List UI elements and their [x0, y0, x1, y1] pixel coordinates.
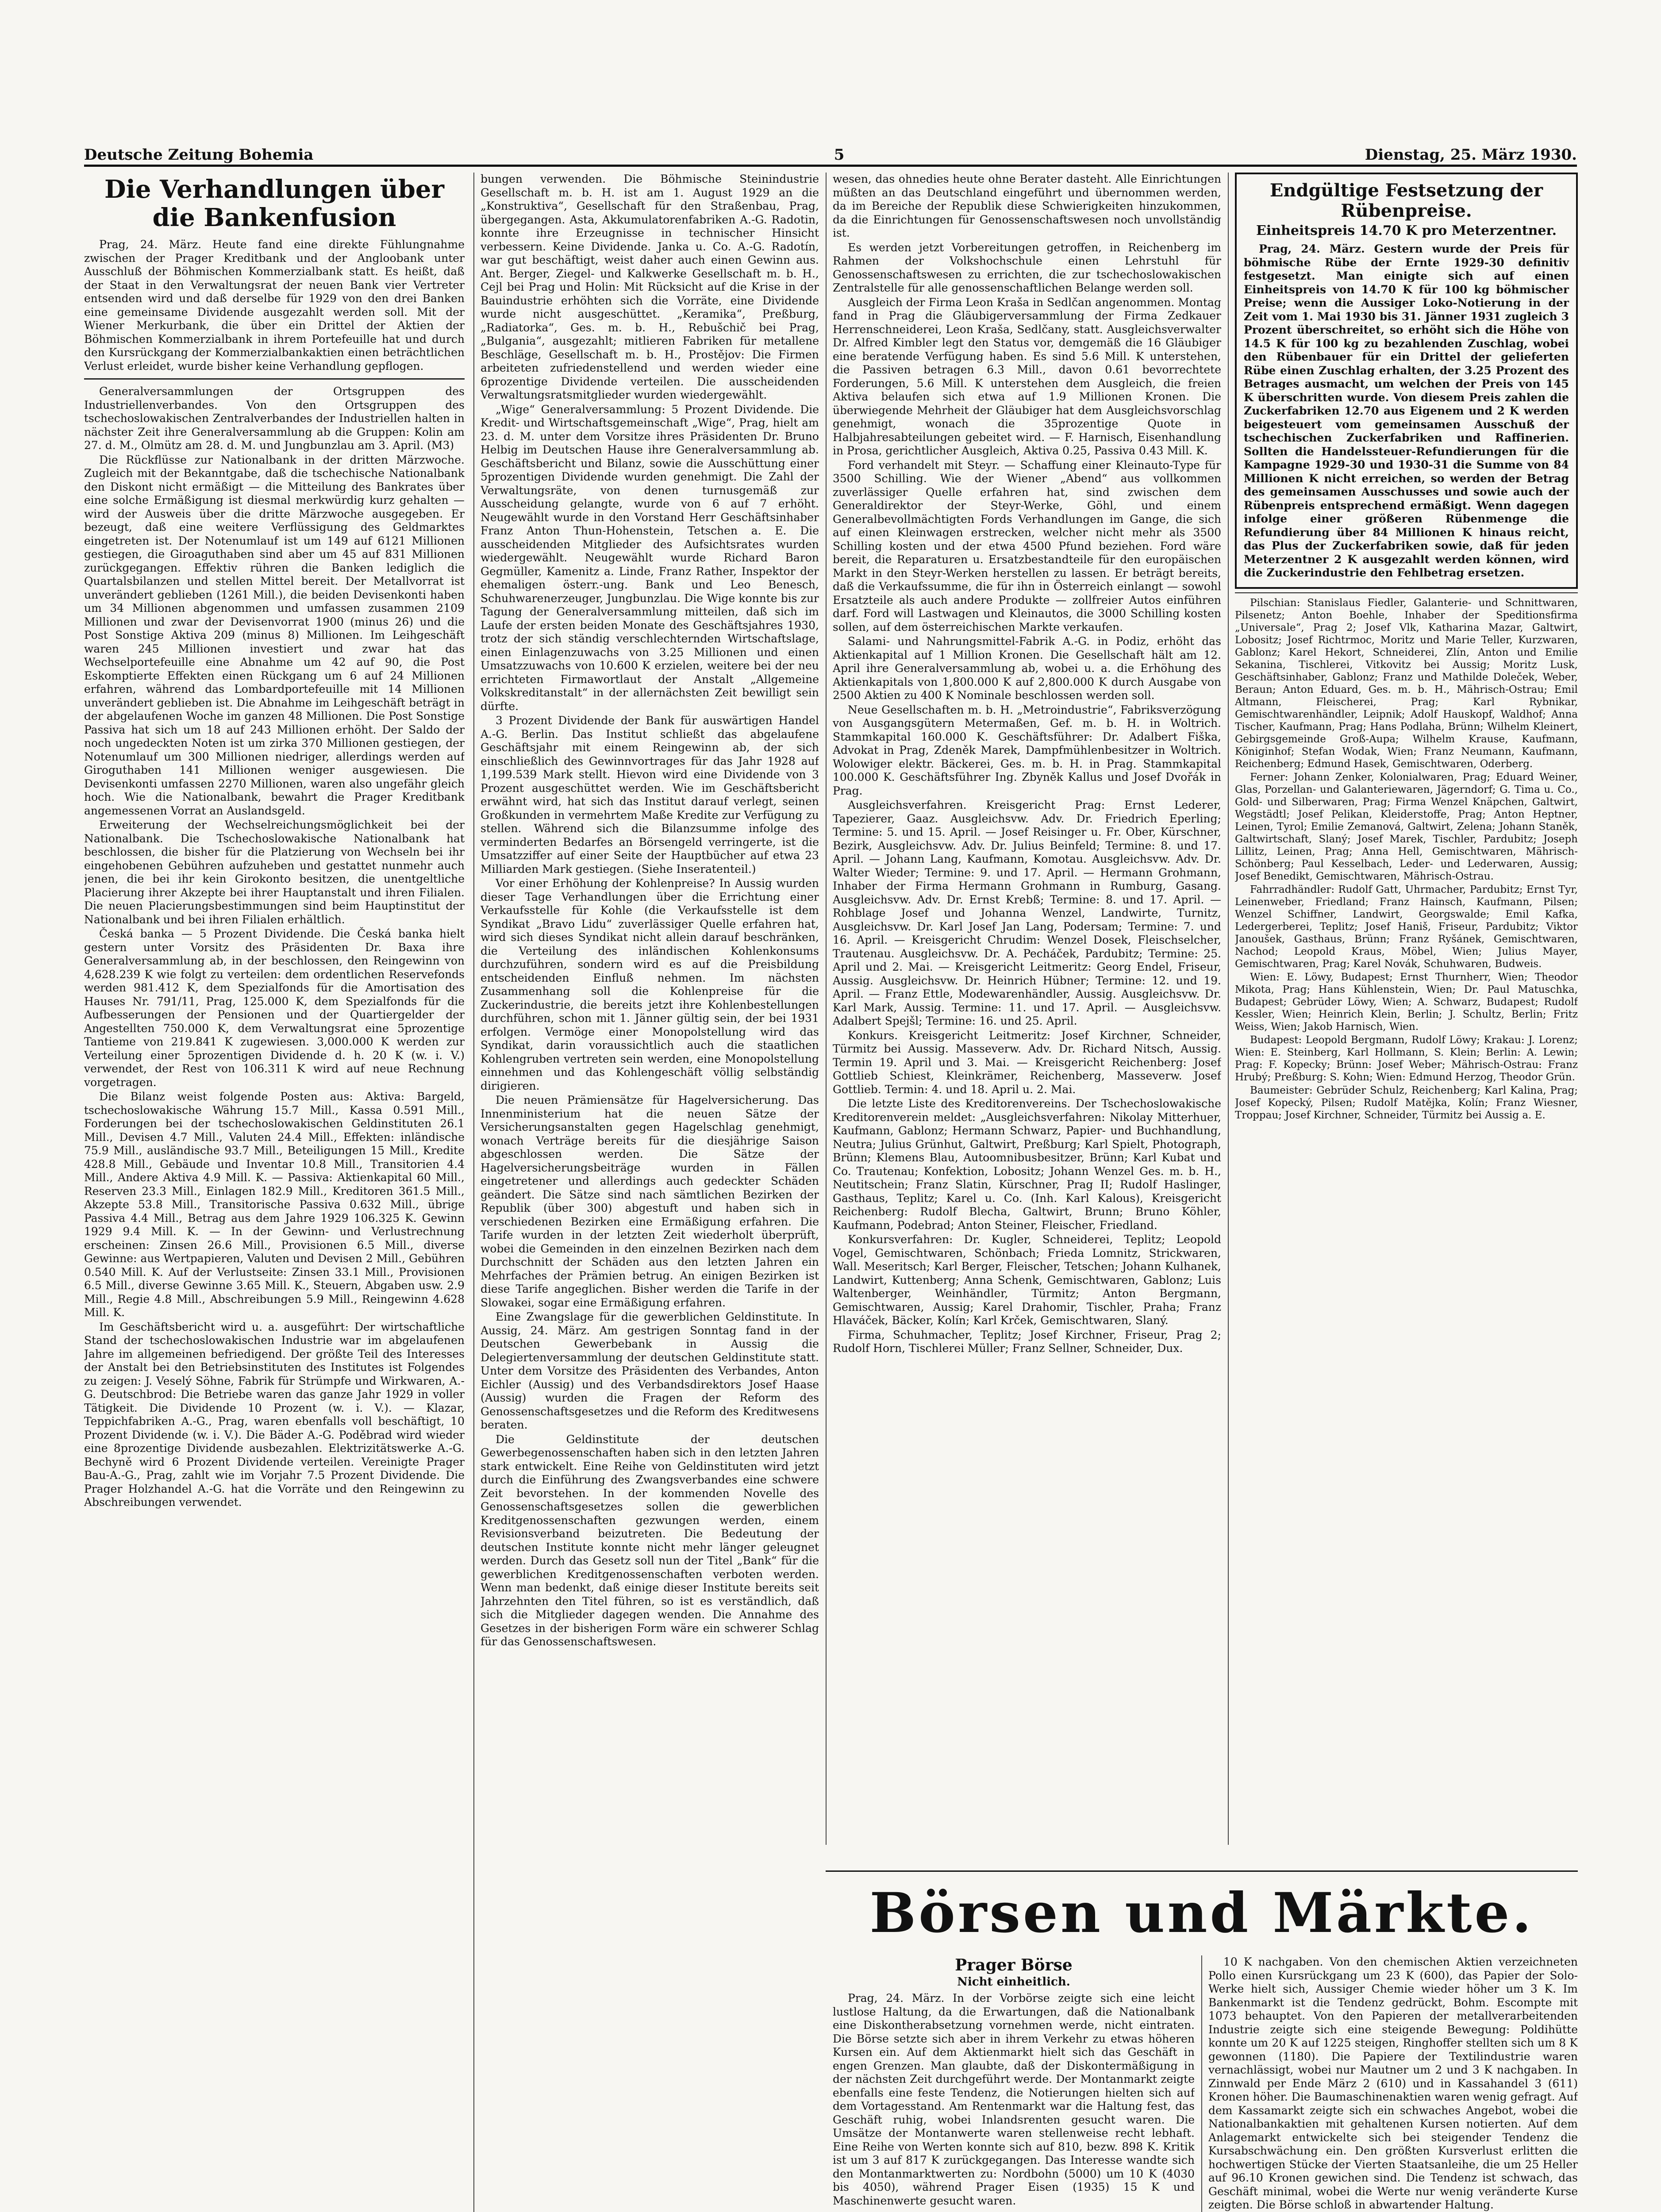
ruebenpreise-box — [1235, 173, 1578, 589]
news-item: Salami- und Nahrungsmittel-Fabrik A.-G. in Podiz, erhöht das Aktienkapital auf 1 Million Kronen. Die Gesellschaft hält am 12. April ihre Generalversammlung ab, wobei u. a. die Erhöhung des Aktienkapitals von 1,800.000 K auf 2,800.000 K durch Ausgabe von 2500 Aktien zu 400 K Nominale beschlossen werden soll. — [833, 635, 1221, 702]
boerse-left-column — [833, 1955, 1195, 2212]
box-text: Prag, 24. März. Gestern wurde der Preis für böhmische Rübe der Ernte 1929-30 definitiv festgesetzt. Man einigte sich auf einen Einheitspreis von 14.70 K für 100 kg böhmischer Preise; wenn die Aussiger Loko-Notierung in der Zeit vom 1. Mai 1930 bis 31. Jänner 1931 zugleich 3 Prozent überschreitet, so erhöht sich die Höhe von 14.5 K für 100 kg zu bezahlenden Zuschlag, wobei den Rübenbauer für ein Drittel der gelieferten Rübe einen Zuschlag erhalten, der 3.25 Prozent des Betrages ausmacht, um welchen der Preis von 145 K überschritten wurde. Von diesem Preis zahlen die Zuckerfabriken 12.70 aus Eigenem und 2 K werden beigesteuert vom gemeinsamen Ausschuß der tschechischen Zuckerfabriken und Raffinerien. Sollten die Handelssteuer-Refundierungen für die Kampagne 1929-30 und 1930-31 die Summe von 84 Millionen K nicht erreichen, so werden der Betrag des gemeinsamen Ausschusses und sowie auch der Rübenpreis entsprechend ermäßigt. Wenn dagegen infolge einer größeren Rübenmenge die Refundierung über 84 Millionen K hinaus reicht, das Plus der Zuckerfabriken sowie, daß für jeden Meterzentner 2 K ausgezahlt werden können, wird die Zuckerindustrie den Fehlbetrag ersetzen. — [1244, 242, 1569, 579]
divider — [1235, 592, 1578, 593]
news-item: Firma, Schuhmacher, Teplitz; Josef Kirchner, Friseur, Prag 2; Rudolf Horn, Tischlerei Müller; Franz Sellner, Schneider, Dux. — [833, 1328, 1221, 1355]
news-item: Wien: E. Löwy, Budapest; Ernst Thurnherr, Wien; Theodor Mikota, Prag; Hans Kühlenstein, Wien; Dr. Paul Matuschka, Budapest; Gebrüder Löwy, Wien; A. Schwarz, Budapest; Rudolf Kessler, Wien; Heinrich Klein, Berlin; J. Schultz, Berlin; Fritz Weiss, Wien; Jakob Harnisch, Wien. — [1235, 971, 1578, 1033]
news-item: wesen, das ohnedies heute ohne Berater dasteht. Alle Einrichtungen müßten an das Deutschland eingeführt und übernommen werden, da im Bereiche der Republik diese Schwierigkeiten hinzukommen, da die Einrichtungen für Genossenschaftswesen noch unvollständig ist. — [833, 173, 1221, 239]
boerse-report: Prag, 24. März. In der Vorbörse zeigte sich eine leicht lustlose Haltung, da die Erwartungen, daß die Nationalbank eine Diskontherabsetzung vornehmen werde, nicht eintraten. Die Börse setzte sich aber in ihrem Verkehr zu etwas höheren Kursen ein. Auf dem Aktienmarkt hielt sich das Geschäft in engen Grenzen. Man glaubte, daß der Diskontermäßigung in der nächsten Zeit durchgeführt werde. Der Montanmarkt zeigte ebenfalls eine feste Tendenz, die Notierungen hielten sich auf dem Vortagesstand. Am Rentenmarkt war die Haltung fest, das Geschäft ruhig, wobei Inlandsrenten gesucht waren. Die Umsätze der Montanwerte waren stellenweise recht lebhaft. Eine Reihe von Werten konnte sich auf 810, bezw. 898 K. Kritik ist um 3 auf 817 K zurückgegangen. Das Interesse wandte sich den Montanmarktwerten zu: Nordbohn (5000) um 10 K (4030 bis 4050), während Prager Eisen (1935) 15 K und Maschinenwerte gesucht waren. — [833, 1992, 1195, 2207]
box-headline: Endgültige Festsetzung der Rübenpreise. — [1269, 180, 1543, 221]
column-2 — [481, 173, 819, 2212]
section-banner-boersen: Börsen und Märkte. — [869, 1881, 1534, 1945]
boerse-right-column — [1208, 1955, 1578, 2212]
news-item: 3 Prozent Dividende der Bank für auswärtigen Handel A.-G. Berlin. Das Institut schließt das abgelaufene Geschäftsjahr mit einem Reingewinn ab, der sich einschließlich des Gewinnvortrages für das Jahr 1928 auf 1,199.539 Mark stellt. Hievon wird eine Dividende von 3 Prozent ausgeschüttet werden. Wie im Geschäftsbericht erwähnt wird, hat sich das Institut darauf verlegt, seinen Großkunden in vermehrtem Maße Kredite zur Verfügung zu stellen. Während sich die Bilanzsumme infolge des verminderten Bedarfes an Börsengeld verringerte, ist die Umsatzziffer auf einer Seite der Hauptbücher auf etwa 23 Milliarden Mark gestiegen. (Siehe Inseratenteil.) — [481, 714, 819, 876]
news-item: Baumeister: Gebrüder Schulz, Reichenberg; Karl Kalina, Prag; Josef Kopecký, Pilsen; Rudolf Matějka, Kolín; Franz Wiesner, Troppau; Josef Kirchner, Schneider, Türmitz bei Aussig a. E. — [1235, 1084, 1578, 1121]
news-item: Erweiterung der Wechselreichungsmöglichkeit bei der Nationalbank. Die Tschechoslowakische Nationalbank hat beschlossen, die bisher für die Platzierung von Wechseln bei ihr eingehobenen Gebühren aufzuheben und gestattet nunmehr auch jenen, die bei ihr kein Girokonto besitzen, die unentgeltliche Placierung ihrer Akzepte bei ihrer Hauptanstalt und ihren Filialen. Die neuen Placierungsbestimmungen sind beim Hauptinstitut der Nationalbank und bei ihren Filialen erhältlich. — [84, 818, 465, 926]
column-rule-1 — [473, 173, 474, 2212]
page-number: 5 — [834, 146, 845, 164]
news-item: Vor einer Erhöhung der Kohlenpreise? In Aussig wurden dieser Tage Verhandlungen über die Errichtung einer Verkaufsstelle für Kohle (die Verkaufsstelle ist dem Syndikat „Bravo Lidu“ zuverlässiger Quelle erfahren hat, wird sich dieses Syndikat nicht allein darauf beschränken, die Verteilung des inländischen Kohlenkonsums durchzuführen, sondern wird es auf die Preisbildung entscheidenden Einfluß nehmen. Im nächsten Zusammenhang soll die Kohlenpreise für die Zuckerindustrie, die bereits jetzt ihre Kohlenbestellungen durchführen, schon mit 1. Jänner gültig sein, der bei 1931 erfolgen. Vermöge einer Monopolstellung wird das Syndikat, darin voraussichtlich auch die staatlichen Kohlengruben vertreten sein werden, eine Monopolstellung einnehmen und das Kohlengeschäft völlig selbständig dirigieren. — [481, 877, 819, 1092]
boerse-subtitle: Nicht einheitlich. — [957, 1975, 1070, 1989]
news-item: Im Geschäftsbericht wird u. a. ausgeführt: Der wirtschaftliche Stand der tschechoslowakischen Industrie war im abgelaufenen Jahre im allgemeinen befriedigend. Der größte Teil des Interesses der Anstalt bei den Betriebsinstituten des Institutes ist Folgendes zu zeigen: J. Veselý Söhne, Fabrik für Strümpfe und Wirkwaren, A.-G. Deutschbrod: Die Betriebe waren das ganze Jahr 1929 in voller Tätigkeit. Die Dividende 10 Prozent (w. i. V.). — Klazar, Teppichfabriken A.-G., Prag, waren ebenfalls voll beschäftigt, 10 Prozent Dividende (w. i. V.). Die Bäder A.-G. Poděbrad wird wieder eine 8prozentige Dividende ausbezahlen. Elektrizitätswerke A.-G. Bechyně wird 6 Prozent Dividende verteilen. Vereinigte Prager Bau-A.-G., Prag, zahlt wie im Vorjahr 7.5 Prozent Dividende. Die Prager Holzhandel A.-G. hat die Vorräte und den Reingewinn zu Abschreibungen verwendet. — [84, 1320, 465, 1509]
column-rule-3 — [1228, 173, 1229, 1845]
column-rule-2 — [826, 173, 827, 1845]
news-item: Fahrradhändler: Rudolf Gatt, Uhrmacher, Pardubitz; Ernst Tyr, Leinenweber, Friedland; Franz Hainsch, Kaufmann, Pilsen; Wenzel Schiffner, Landwirt, Georgswalde; Emil Kafka, Ledergerberei, Teplitz; Josef Haniš, Friseur, Pardubitz; Viktor Janoušek, Gasthaus, Brünn; Franz Ryšánek, Gemischtwaren, Nachod; Leopold Kraus, Möbel, Wien; Julius Mayer, Gemischtwaren, Prag; Karel Novák, Schuhwaren, Budweis. — [1235, 883, 1578, 970]
news-item: Budapest: Leopold Bergmann, Rudolf Löwy; Krakau: J. Lorenz; Wien: E. Steinberg, Karl Hollmann, S. Klein; Berlin: A. Lewin; Prag: F. Kopecky; Brünn: Josef Weber; Mährisch-Ostrau: Franz Hrubý; Preßburg: S. Kohn; Wien: Edmund Herzog, Theodor Grün. — [1235, 1034, 1578, 1083]
news-item: Die neuen Prämiensätze für Hagelversicherung. Das Innenministerium hat die neuen Sätze der Versicherungsanstalten gegen Hagelschlag genehmigt, wonach Verträge bereits für die diesjährige Saison abgeschlossen werden. Die Sätze der Hagelversicherungsbeiträge wurden in Fällen eingetretener und allerdings auch gedeckter Schäden geändert. Die Sätze sind nach sämtlichen Bezirken der Republik (über 300) abgestuft und haben sich in verschiedenen Bezirken eine Ermäßigung erfahren. Die Tarife wurden in der letzten Zeit wiederholt überprüft, wobei die Gemeinden in den einzelnen Bezirken nach dem Durchschnitt der Schäden aus den letzten Jahren ein Mehrfaches der Prämien betrug. An einigen Bezirken ist diese Tarife angeglichen. Bisher werden die Tarife in der Slowakei, sogar eine Ermäßigung erfahren. — [481, 1094, 819, 1309]
news-item: Die Rückflüsse zur Nationalbank in der dritten Märzwoche. Zugleich mit der Bekanntgabe, daß die tschechische Nationalbank den Diskont nicht ermäßigt — die Mitteilung des Bankrates über eine solche Ermäßigung ist diesmal merkwürdig kurz gehalten — wird der Ausweis über die dritte Märzwoche ausgegeben. Er bezeugt, daß eine weitere Verflüssigung des Geldmarktes eingetreten ist. Der Notenumlauf ist um 149 auf 6121 Millionen gestiegen, die Giroaguthaben sind aber um 45 auf 831 Millionen zurückgegangen. Effektiv rühren die Banken lediglich die Quartalsbilanzen und stellen Mittel bereit. Der Metallvorrat ist unverändert geblieben (1261 Mill.), die beiden Devisenkonti haben um 34 Millionen abgenommen und umfassen zusammen 2109 Millionen und zwar der Devisenvorrat 1900 (minus 26) und die Post Sonstige Aktiva 209 (minus 8) Millionen. Im Leihgeschäft waren 245 Millionen investiert und zwar hat das Wechselportefeuille eine Abnahme um 42 auf 90, die Post Eskomptierte Effekten einen Rückgang um 6 auf 24 Millionen erfahren, während das Lombardportefeuille mit 14 Millionen unverändert geblieben ist. Die Abnahme im Leihgeschäft beträgt in der abgelaufenen Woche im ganzen 48 Millionen. Die Post Sonstige Passiva hat sich um 18 auf 243 Millionen erhöht. Der Saldo der noch ungedeckten Noten ist um zirka 370 Millionen gestiegen, der Notenumlauf um 300 Millionen niedriger, allerdings werden auf Giroguthaben 141 Millionen weniger ausgewiesen. Die Devisenkonti umfassen 2270 Millionen, waren also ungefähr gleich hoch. Wie die Nationalbank, bewahrt die Prager Kreditbank angemessenen Vorrat an Auslandsgeld. — [84, 453, 465, 817]
news-item: Eine Zwangslage für die gewerblichen Geldinstitute. In Aussig, 24. März. Am gestrigen Sonntag fand in der Deutschen Gewerbebank in Aussig die Delegiertenversammlung der deutschen Geldinstitute statt. Unter dem Vorsitze des Präsidenten des Verbandes, Anton Eichler (Aussig) und des Verbandsdirektors Josef Haase (Aussig) wurden die Fragen der Reform des Genossenschaftsgesetzes und die Reform des Kreditwesens beraten. — [481, 1310, 819, 1431]
news-item: Die Bilanz weist folgende Posten aus: Aktiva: Bargeld, tschechoslowakische Währung 15.7 Mill., Kassa 0.591 Mill., Forderungen bei der tschechoslowakischen Geldinstituten 26.1 Mill., Devisen 4.7 Mill., Valuten 24.4 Mill., Effekten: inländische 75.9 Mill., ausländische 93.7 Mill., Beteiligungen 15 Mill., Kredite 428.8 Mill., Gebäude und Inventar 10.8 Mill., Transitorien 4.4 Mill., Andere Aktiva 4.9 Mill. K. — Passiva: Aktienkapital 60 Mill., Reserven 23.3 Mill., Einlagen 182.9 Mill., Kreditoren 361.5 Mill., Akzepte 53.8 Mill., Transitorische Passiva 0.632 Mill., übrige Passiva 4.4 Mill., Betrag aus dem Jahre 1929 106.325 K. Gewinn 1929 9.4 Mill. K. — In der Gewinn- und Verlustrechnung erscheinen: Zinsen 26.6 Mill., Provisionen 6.5 Mill., diverse Gewinne: aus Wertpapieren, Valuten und Devisen 2 Mill., Gebühren 0.540 Mill. K. Auf der Verlustseite: Zinsen 33.1 Mill., Provisionen 6.5 Mill., diverse Gewinne 3.65 Mill. K., Steuern, Abgaben usw. 2.9 Mill., Regie 4.8 Mill., Abschreibungen 5.9 Mill., Reingewinn 4.628 Mill. K. — [84, 1090, 465, 1319]
news-item: Generalversammlungen der Ortsgruppen des Industriellenverbandes. Von den Ortsgruppen des tschechoslowakischen Zentralverbandes der Industriellen halten in nächster Zeit ihre Generalversammlung ab die Gruppen: Kolin am 27. d. M., Olmütz am 28. d. M. und Jungbunzlau am 3. April. (M3) — [84, 385, 465, 452]
news-item: Ferner: Johann Zenker, Kolonialwaren, Prag; Eduard Weiner, Glas, Porzellan- und Galanteriewaren, Jägerndorf; G. Tima u. Co., Gold- und Silberwaren, Prag; Firma Wenzel Knäpchen, Galtwirt, Wegstädtl; Josef Pelikan, Kleiderstoffe, Prag; Anton Heptner, Leinen, Tyrol; Emilie Zemanová, Galtwirt, Zelena; Johann Staněk, Galtwirtschaft, Slaný; Josef Marek, Tischler, Pardubitz; Joseph Lillitz, Leinen, Prag; Anna Hell, Gemischtwaren, Mährisch-Schönberg; Paul Kesselbach, Leder- und Lederwaren, Aussig; Josef Benedikt, Gemischtwaren, Mährisch-Ostrau. — [1235, 771, 1578, 882]
boerse-report-continued: 10 K nachgaben. Von den chemischen Aktien verzeichneten Pollo einen Kursrückgang um 23 K (600), das Papier der Solo-Werke hielt sich, Aussiger Chemie wieder höher um 3 K. Im Bankenmarkt ist die Tendenz gedrückt, Bohm. Escompte mit 1073 behauptet. Von den Papieren der metallverarbeitenden Industrie zeigte sich eine steigende Bewegung: Poldihütte konnte um 20 K auf 1225 steigen, Ringhoffer stellten sich um 8 K gewonnen (1180). Die Papiere der Textilindustrie waren vernachlässigt, wobei nur Mautner um 2 und 3 K nachgaben. In Zinnwald per Ende März 2 (610) und in Kassahandel 3 (611) Kronen höher. Die Baumaschinenaktien waren wenig gefragt. Auf dem Kassamarkt zeigte sich ein schwaches Angebot, wobei die Nationalbankaktien mit gehaltenen Kursen notierten. Auf dem Anlagemarkt entwickelte sich bei steigender Tendenz die Kursabschwächung ein. Den größten Kursverlust erlitten die hochwertigen Stücke der Vierten Staatsanleihe, die um 25 Heller auf 96.10 Kronen gewichen sind. Die Tendenz ist schwach, das Geschäft minimal, wobei die Werte nur wenig veränderte Kurse zeigten. Die Börse schloß in abwartender Haltung. — [1208, 1955, 1578, 2211]
article-lead: Prag, 24. März. Heute fand eine direkte Fühlungnahme zwischen der Prager Kreditbank und der Angloobank unter Ausschluß der Böhmischen Kommerzialbank statt. Es heißt, daß der Staat in den Verwaltungsrat der neuen Bank vier Vertreter entsenden wird und daß derselbe für 1929 von den drei Banken eine gemeinsame Dividende ausgezahlt werden soll. Mit der Wiener Merkurbank, die über ein Drittel der Aktien der Böhmischen Kommerzialbank in ihrem Portefeuille hat und durch den Kursrückgang der Kommerzialbankaktien einen beträchtlichen Verlust erleidet, wurde bisher keine Verhandlung gepflogen. — [84, 238, 465, 373]
news-item: Es werden jetzt Vorbereitungen getroffen, in Reichenberg im Rahmen der Volkshochschule einen Lehrstuhl für Genossenschaftswesen zu errichten, die zur tschechoslowakischen Zentralstelle für alle genossenschaftlichen Belange werden soll. — [833, 241, 1221, 294]
column-1 — [84, 173, 465, 2212]
news-item: Pilschian: Stanislaus Fiedler, Galanterie- und Schnittwaren, Pilsenetz; Anton Boehle, Inhaber der Speditionsfirma „Universale“, Prag 2; Josef Vlk, Katharina Mazar, Galtwirt, Lobositz; Josef Richtrmoc, Moritz und Marie Teller, Kurzwaren, Gablonz; Karel Hekort, Schneiderei, Zlín, Anton und Emilie Sekanina, Tischlerei, Vitkovitz bei Aussig; Moritz Lusk, Geschäftsinhaber, Gablonz; Franz und Mathilde Doleček, Weber, Beraun; Anton Eduard, Ges. m. b. H., Mährisch-Ostrau; Emil Altmann, Fleischerei, Prag; Karl Rybnikar, Gemischtwarenhändler, Leipnik; Adolf Hauskopf, Waldhof; Anna Tischer, Kaufmann, Prag; Hans Podlaha, Brünn; Wilhelm Kleinert, Gebirgsgemeinde Groß-Aupa; Wilhelm Krause, Kaufmann, Königinhof; Stefan Wodak, Wien; Franz Neumann, Kaufmann, Reichenberg; Edmund Hasek, Gemischtwaren, Oderberg. — [1235, 597, 1578, 770]
news-item: Die Geldinstitute der deutschen Gewerbegenossenschaften haben sich in den letzten Jahren stark entwickelt. Eine Reihe von Geldinstituten wird jetzt durch die Einführung des Zwangsverbandes eine schwere Zeit bevorstehen. In der kommenden Novelle des Genossenschaftsgesetzes sollen die gewerblichen Kreditgenossenschaften gezwungen werden, einem Revisionsverband beizutreten. Die Bedeutung der deutschen Institute konnte nicht mehr länger geleugnet werden. Durch das Gesetz soll nun der Titel „Bank“ für die gewerblichen Kreditgenossenschaften verboten werden. Wenn man bedenkt, daß einige dieser Institute bereits seit Jahrzehnten den Titel führen, so ist es verständlich, daß sich die Mitglieder dagegen wenden. Die Annahme des Gesetzes in der bisherigen Form wäre ein schwerer Schlag für das Genossenschaftswesen. — [481, 1432, 819, 1648]
issue-date: Dienstag, 25. März 1930. — [1365, 146, 1577, 164]
news-item: Konkursverfahren: Dr. Kugler, Schneiderei, Teplitz; Leopold Vogel, Gemischtwaren, Schönbach; Frieda Lomnitz, Strickwaren, Wall. Meseritsch; Karl Berger, Fleischer, Tetschen; Johann Kulhanek, Landwirt, Kuttenberg; Anna Schenk, Gemischtwaren, Gablonz; Luis Waltenberger, Weinhändler, Türmitz; Anton Bergmann, Gemischtwaren, Aussig; Karel Drahomir, Tischler, Praha; Franz Hlaváček, Bäcker, Kolín; Karl Krček, Gemischtwaren, Slaný. — [833, 1233, 1221, 1327]
column-3 — [833, 173, 1221, 1845]
masthead-title: Deutsche Zeitung Bohemia — [84, 146, 314, 164]
news-item: Die letzte Liste des Kreditorenvereins. Der Tschechoslowakische Kreditorenverein meldet: „Ausgleichsverfahren: Nikolay Mitterhuer, Kaufmann, Gablonz; Hermann Schwarz, Papier- und Buchhandlung, Neutra; Julius Grünhut, Galtwirt, Preßburg; Karl Spielt, Photograph, Brünn; Klemens Blau, Autoomnibusbesitzer, Brünn; Karl Kubat und Co. Trautenau; Konfektion, Lobositz; Johann Wenzel Ges. m. b. H., Neutitschein; Franz Slatin, Kürschner, Prag II; Rudolf Haslinger, Gasthaus, Teplitz; Karel u. Co. (Inh. Karl Kalous), Kreisgericht Reichenberg: Rudolf Blecha, Galtwirt, Brunn; Bruno Köhler, Kaufmann, Podebrad; Anton Steiner, Fleischer, Friedland. — [833, 1097, 1221, 1232]
news-item: Konkurs. Kreisgericht Leitmeritz: Josef Kirchner, Schneider, Türmitz bei Aussig. Masseverw. Adv. Dr. Richard Nitsch, Aussig. Termin 19. April und 3. Mai. — Kreisgericht Reichenberg: Josef Gottlieb Schiest, Kleinkrämer, Reichenberg, Masseverw. Josef Gottlieb. Termin: 4. und 18. April u. 2. Mai. — [833, 1029, 1221, 1096]
column-rule-borsen — [1201, 1955, 1202, 2212]
header-rule — [84, 165, 1577, 167]
news-item: Ausgleichsverfahren. Kreisgericht Prag: Ernst Lederer, Tapezierer, Gaaz. Ausgleichsvw. Adv. Dr. Friedrich Eperling; Termine: 5. und 15. April. — Josef Reisinger u. Fr. Ober, Kürschner, Bezirk, Ausgleichsvw. Adv. Dr. Julius Beinfeld; Termine: 8. und 17. April. — Johann Lang, Kaufmann, Komotau. Ausgleichsvw. Adv. Dr. Walter Wieder; Termine: 9. und 17. April. — Hermann Grohmann, Inhaber der Firma Hermann Grohmann in Rumburg, Gasang. Ausgleichsvw. Adv. Dr. Ernst Krebß; Termine: 8. und 17. April. — Rohblage Josef und Johanna Wenzel, Landwirte, Turnitz, Ausgleichsvw. Dr. Karl Josef Jan Lang, Podersam; Termine: 7. und 16. April. — Kreisgericht Chrudim: Wenzel Dosek, Fleischselcher, Trautenau. Ausgleichsvw. Dr. A. Pecháček, Pardubitz; Termine: 25. April und 2. Mai. — Kreisgericht Leitmeritz: Georg Endel, Friseur, Aussig. Ausgleichsvw. Dr. Heinrich Hübner; Termine: 12. und 19. April. — Franz Ettle, Modewarenhändler, Aussig. Ausgleichsvw. Dr. Karl Mark, Aussig. Termine: 11. und 17. April. — Ausgleichsvw. Adalbert Spejšl; Termine: 16. und 25. April. — [833, 799, 1221, 1027]
news-item: bungen verwenden. Die Böhmische Steinindustrie Gesellschaft m. b. H. ist am 1. August 1929 an die „Konstruktiva“, Gesellschaft für den Straßenbau, Prag, übergegangen. Asta, Akkumulatorenfabriken A.-G. Radotin, konnte ihre Erzeugnisse in technischer Hinsicht verbessern. Keine Dividende. Janka u. Co. A.-G. Radotín, war gut beschäftigt, weist daher auch einen Gewinn aus. Ant. Berger, Ziegel- und Kalkwerke Gesellschaft m. b. H., Cejl bei Prag und Holin: Mit Rücksicht auf die Krise in der Bauindustrie erhöhten sich die Vorräte, eine Dividende wurde nicht ausgeschüttet. „Keramika“, Preßburg, „Radiatorka“, Ges. m. b. H., Rebušchič bei Prag, „Bulgania“, ausgezahlt; mitlieren Fabriken für metallene Beschläge, Gesellschaft m. b. H., Prostějov: Die Firmen arbeiteten zufriedenstellend und werden wieder eine 6prozentige Dividende verteilen. Die ausscheidenden Verwaltungsratsmitglieder wurden wiedergewählt. — [481, 173, 819, 401]
article-headline-bankenfusion: Die Verhandlungen über die Bankenfusion — [104, 175, 444, 232]
section-rule — [826, 1870, 1578, 1872]
news-item: „Wige“ Generalversammlung: 5 Prozent Dividende. Die Kredit- und Wirtschaftsgemeinschaft „Wige“, Prag, hielt am 23. d. M. unter dem Vorsitze ihres Präsidenten Dr. Bruno Helbig im Deutschen Hause ihre Generalversammlung ab. Geschäftsbericht und Bilanz, sowie die Ausschüttung einer 5prozentigen Dividende wurden genehmigt. Die Zahl der Verwaltungsräte, von denen turnusgemäß zur Ausscheidung gelangte, wurde von 6 auf 7 erhöht. Neugewählt wurde in den Vorstand Herr Geschäftsinhaber Franz Anton Thun-Hohenstein, Tetschen a. E. Die ausscheidenden Mitglieder des Aufsichtsrates wurden wiedergewählt. Neugewählt wurde Richard Baron Gegmüller, Kamenitz a. Linde, Franz Rather, Inspektor der ehemaligen österr.-ung. Bank und Leo Benesch, Schuhwarenerzeuger, Jungbunzlau. Die Wige konnte bis zur Tagung der Generalversammlung mitteilen, daß sich im Laufe der ersten beiden Monate des Geschäftsjahres 1930, trotz der sich ständig verschlechternden Wirtschaftslage, einen Einlagenzuwachs von 3.25 Millionen und einen Umsatzzuwachs von 10.600 K erzielen, weitere bei der neu errichteten Firmawortlaut der Anstalt „Allgemeine Volkskreditanstalt“ in der allernächsten Zeit bewilligt sein dürfte. — [481, 403, 819, 713]
box-subheadline: Einheitspreis 14.70 K pro Meterzentner. — [1256, 223, 1557, 238]
news-item: Neue Gesellschaften m. b. H. „Metroindustrie“, Fabriksverzögung von Ausgangsgütern Metermaßen, Gef. m. b. H. in Woltrich. Stammkapital 160.000 K. Geschäftsführer: Dr. Adalbert Fiška, Advokat in Prag, Zdeněk Marek, Dampfmühlenbesitzer in Woltrich. Wolowiger elektr. Bäckerei, Ges. m. b. H. in Prag. Stammkapital 100.000 K. Geschäftsführer Ing. Zbyněk Kallus und Josef Dvořák in Prag. — [833, 703, 1221, 797]
divider — [84, 378, 465, 380]
running-header — [84, 133, 1577, 164]
news-item: Česká banka — 5 Prozent Dividende. Die Česká banka hielt gestern unter Vorsitz des Präsidenten Dr. Baxa ihre Generalversammlung ab, in der beschlossen, den Reingewinn von 4,628.239 K wie folgt zu verteilen: dem ordentlichen Reservefonds werden 981.412 K, dem Spezialfonds für die Amortisation des Hauses Nr. 791/11, Prag, 125.000 K, dem Spezialfonds für die Aufbesserungen der Pensionen und der Quartiergelder der Angestellten 750.000 K, dem Verwaltungsrat eine 5prozentige Tantieme von 219.841 K zugewiesen. 3,000.000 K werden zur Verteilung einer 5prozentigen Dividende d. h. 20 K (w. i. V.) verwendet, der Rest von 106.311 K wird auf neue Rechnung vorgetragen. — [84, 927, 465, 1089]
news-item: Ford verhandelt mit Steyr. — Schaffung einer Kleinauto-Type für 3500 Schilling. Wie der Wiener „Abend“ aus vollkommen zuverlässiger Quelle erfahren hat, sind zwischen dem Generaldirektor der Steyr-Werke, Göhl, und einem Generalbevollmächtigten Fords Verhandlungen im Gange, die sich auf einen Kleinwagen erstrecken, welcher nicht mehr als 3500 Schilling kosten und der etwa 4500 Pfund beziehen. Ford wäre bereit, die Reparaturen u. Ersatzbestandteile für den europäischen Markt in den Steyr-Werken herstellen zu lassen. Er beträgt bereits, daß die Verkaufssumme, die für ihn in Österreich einlangt — sowohl Ersatzteile als auch andere Produkte — zollfreier Autos einführen darf. Ford will Lastwagen und Kleinautos, die 3000 Schilling kosten sollen, auf dem österreichischen Markte verkaufen. — [833, 458, 1221, 634]
boerse-title: Prager Börse — [955, 1956, 1073, 1974]
news-item: Ausgleich der Firma Leon Kraša in Sedlčan angenommen. Montag fand in Prag die Gläubigerversammlung der Firma Zedkauer Herrenschneiderei, Leon Kraša, Sedlčany, statt. Ausgleichsverwalter Dr. Alfred Kimbler legt den Status vor, demgemäß die 16 Gläubiger eine beratende Verfügung haben. Es sind 5.6 Mill. K unterstehen, die Passiven betragen 6.3 Mill., davon 0.61 bevorrechtete Forderungen, 5.6 Mill. K unterstehen dem Ausgleich, die freien Aktiva belaufen sich etwa auf 1.9 Millionen Kronen. Die überwiegende Mehrheit der Gläubiger hat dem Ausgleichsvorschlag genehmigt, wonach die 35prozentige Quote in Halbjahresabteilungen gebeitet wird. — F. Harnisch, Eisenhandlung in Prosa, gerichtlicher Ausgleich, Aktiva 0.25, Passiva 0.43 Mill. K. — [833, 296, 1221, 457]
column-4 — [1235, 173, 1578, 1845]
